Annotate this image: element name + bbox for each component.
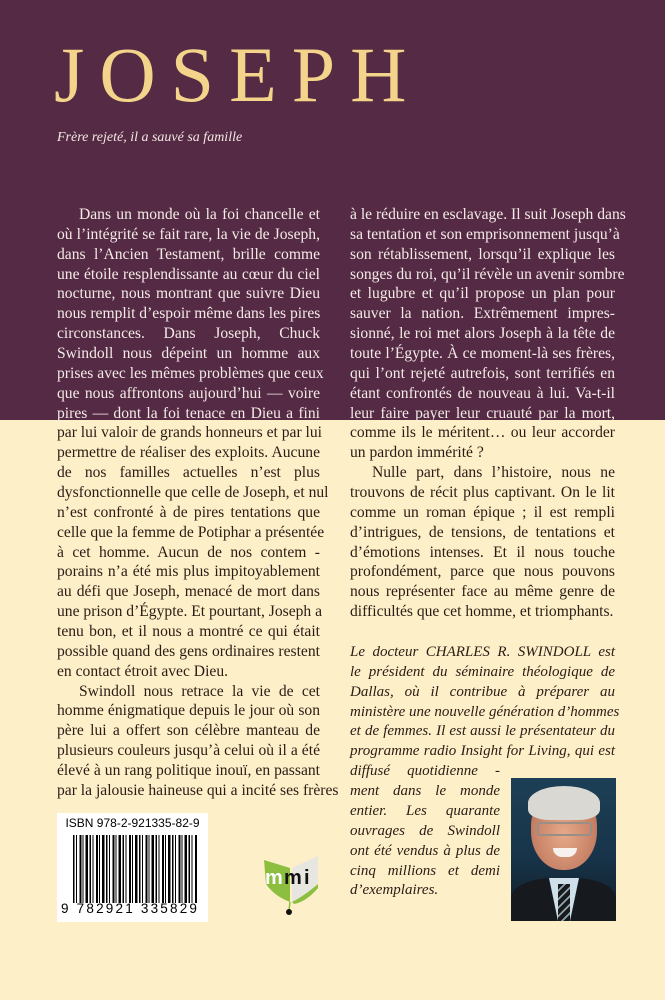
text-line: prises avec les mêmes problèmes que ceux xyxy=(57,364,324,382)
text-line: à le réduire en esclavage. Il suit Joseph dans xyxy=(350,206,626,223)
text-line: dans l’Ancien Testament, brille comme xyxy=(57,245,320,263)
text-line: nous remplit d’espoir même dans les pires xyxy=(57,305,321,323)
text-line: nocturne, nous montrant que suivre Dieu xyxy=(57,285,320,303)
bio-line: programme radio Insight for Living, qui est xyxy=(350,743,615,760)
bio-line: cinq millions et demi xyxy=(350,862,500,879)
text-line: sauver la nation. Extrêmement impres- xyxy=(350,305,615,323)
text-line: comme ils le méritent… ou leur accorder xyxy=(350,424,615,442)
text-line: n’est confronté à de pires tentations que xyxy=(57,503,320,521)
svg-text:m: m xyxy=(284,867,302,889)
text-line: à cet homme. Aucun de nos contem - xyxy=(57,543,320,561)
bio-line: le président du séminaire théologique de xyxy=(350,663,615,680)
text-line: par lui valoir de grands honneurs et par lui xyxy=(57,424,323,442)
svg-text:m: m xyxy=(265,867,283,889)
text-line: de nos familles actuelles n’est plus xyxy=(57,464,320,482)
text-line: dysfonctionnelle que celle de Joseph, et nul xyxy=(57,484,329,502)
text-line: plusieurs couleurs jusqu’à celui où il a été xyxy=(57,742,320,760)
text-line: Swindoll nous retrace la vie de cet xyxy=(79,682,320,700)
text-line: que nous affrontons aujourd’hui — voire xyxy=(57,384,320,402)
text-line: toute l’Égypte. À ce moment-là ses frères, xyxy=(350,345,615,363)
text-line: permettre de réaliser des exploits. Aucune xyxy=(57,444,320,462)
isbn-barcode xyxy=(57,813,208,922)
author-photo xyxy=(511,778,616,921)
photo-hair xyxy=(528,786,600,820)
bio-line: ouvrages de Swindoll xyxy=(350,822,500,839)
text-line: père lui a offert son célèbre manteau de xyxy=(57,722,320,740)
text-line: élevé à un rang politique inouï, en passant xyxy=(57,762,320,780)
text-line: trouvons de récit plus captivant. On le lit xyxy=(350,484,615,502)
text-line: une étoile resplendissante au cœur du ciel xyxy=(57,265,320,283)
text-line: profondément, parce que nous pouvons xyxy=(350,563,615,581)
svg-text:i: i xyxy=(304,867,310,889)
text-line: porains n’a été mis plus impitoyablement xyxy=(57,563,320,581)
bio-line: diffusé quotidienne - xyxy=(350,763,500,780)
text-line: une prison d’Égypte. Et pourtant, Joseph a xyxy=(57,603,323,621)
text-line: étant confrontés de nouveau à lui. Va-t-il xyxy=(350,384,615,402)
bio-line: ont été vendus à plus de xyxy=(350,842,500,859)
text-line: comme un roman épique ; il est rempli xyxy=(350,503,615,521)
blurb-left-column xyxy=(57,205,339,801)
text-line: homme énigmatique depuis le jour où son xyxy=(57,702,320,720)
bio-line: d’exemplaires. xyxy=(350,882,439,899)
text-line: qui l’ont rejeté autrefois, sont terrifiés en xyxy=(350,364,615,382)
barcode-bars xyxy=(73,835,198,903)
text-line: d’émotions intenses. Et il nous touche xyxy=(350,543,615,561)
text-line: possible quand des gens ordinaires restent xyxy=(57,642,320,660)
text-line: son rétablissement, lorsqu’il explique les xyxy=(350,245,615,263)
bio-line: et de femmes. Il est aussi le présentateur du xyxy=(350,723,615,740)
text-line: difficultés que cet homme, et triomphants. xyxy=(350,603,614,621)
text-line: leur faire payer leur cruauté par la mort, xyxy=(350,404,615,422)
text-line: où l’intégrité se fait rare, la vie de Joseph, xyxy=(57,225,320,243)
photo-tie xyxy=(558,884,570,921)
bio-line: ment dans le monde xyxy=(350,783,500,800)
text-line: tenu bon, et il nous a montré ce qui était xyxy=(57,623,320,641)
text-line: en contact étroit avec Dieu. xyxy=(57,662,229,680)
bio-line: Dallas, où il contribue à préparer au xyxy=(350,683,615,700)
text-line: un pardon immérité ? xyxy=(350,444,484,462)
text-line: au défi que Joseph, menacé de mort dans xyxy=(57,583,320,601)
isbn-label: ISBN 978-2-921335-82-9 xyxy=(65,816,200,830)
text-line: circonstances. Dans Joseph, Chuck xyxy=(57,325,320,343)
text-line: Swindoll nous dépeint un homme aux xyxy=(57,345,320,363)
text-line: Dans un monde où la foi chancelle et xyxy=(79,206,320,223)
text-line: pires — dont la foi tenace en Dieu a fini xyxy=(57,404,320,422)
book-subtitle: Frère rejeté, il a sauvé sa famille xyxy=(57,130,243,145)
text-line: et lugubre et qu’il propose un plan pour xyxy=(350,285,615,303)
text-line: par la jalousie haineuse qui a incité ses frères xyxy=(57,781,339,799)
text-line: sa tentation et son emprisonnement jusqu’à xyxy=(350,225,620,243)
bio-line: entier. Les quarante xyxy=(350,802,500,819)
text-line: celle que la femme de Potiphar a présentée xyxy=(57,523,325,541)
spacer xyxy=(350,622,615,643)
text-line: sionné, le roi met alors Joseph à la tête de xyxy=(350,325,615,343)
photo-glasses xyxy=(537,822,592,836)
text-line: nous représenter face au même genre de xyxy=(350,583,615,601)
publisher-logo-icon xyxy=(262,850,322,916)
text-line: Nulle part, dans l’histoire, nous ne xyxy=(372,464,615,482)
text-line: songes du roi, qu’il révèle un avenir sombre xyxy=(350,265,625,283)
bio-line: Le docteur CHARLES R. SWINDOLL est xyxy=(350,644,615,661)
ean-digits: 9 782921 335829 xyxy=(61,901,200,916)
text-line: d’intrigues, de tensions, de tentations et xyxy=(350,523,615,541)
bio-line: ministère une nouvelle génération d’hommes xyxy=(350,703,620,720)
book-title: JOSEPH xyxy=(54,31,422,118)
